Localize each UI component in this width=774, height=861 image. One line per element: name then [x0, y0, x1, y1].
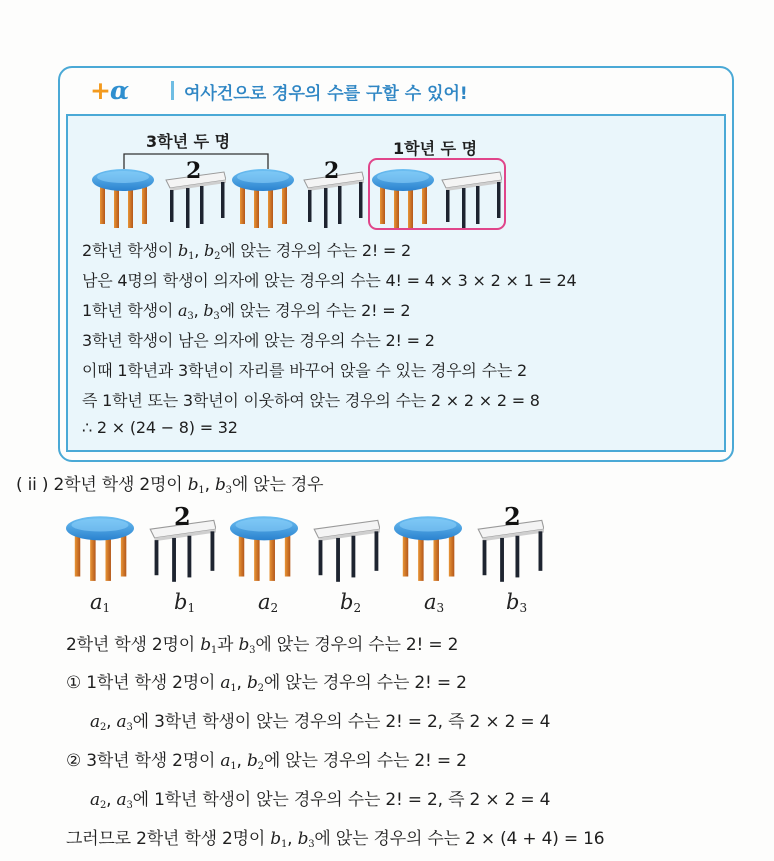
stool-2 [232, 168, 294, 228]
stool-a3 [394, 515, 462, 581]
tip-line-1: 2학년 학생이 $b_1$, $b_2$에 앉는 경우의 수는 2! = 2 [82, 241, 412, 262]
tip-line-7: ∴ 2 × (24 − 8) = 32 [82, 418, 238, 437]
seat-label-b2: $b_2$ [340, 590, 362, 615]
chair-b2 [312, 518, 380, 582]
chair-number-1: 2 [186, 158, 202, 184]
chair-b1-number: 2 [174, 502, 191, 531]
seat-label-a2: $a_2$ [258, 590, 279, 615]
tip-title: 여사건으로 경우의 수를 구할 수 있어! [184, 84, 468, 104]
chair-number-2: 2 [324, 158, 340, 184]
case2-line-3: $a_2$, $a_3$에 3학년 학생이 앉는 경우의 수는 2! = 2, 즉 2 × 2 = 4 [90, 712, 551, 733]
case2-line-6: 그러므로 2학년 학생 2명이 $b_1$, $b_3$에 앉는 경우의 수는 2 × (4 + 4) = 16 [66, 829, 605, 850]
plus-sign: + [90, 76, 110, 105]
tip-line-2: 남은 4명의 학생이 의자에 앉는 경우의 수는 4! = 4 × 3 × 2 × 1 = 24 [82, 271, 577, 290]
tip-box [58, 66, 734, 462]
plus-alpha-badge [90, 76, 128, 105]
case2-heading: ( ii ) 2학년 학생 2명이 $b_1$, $b_3$에 앉는 경우 [16, 475, 324, 496]
case2-line-4: ② 3학년 학생 2명이 $a_1$, $b_2$에 앉는 경우의 수는 2! = 2 [66, 751, 467, 772]
tip-line-6: 즉 1학년 또는 3학년이 이웃하여 앉는 경우의 수는 2 × 2 × 2 = 8 [82, 391, 540, 410]
seat-label-a3: $a_3$ [424, 590, 445, 615]
tip-content [66, 114, 726, 452]
stool-a1 [66, 515, 134, 581]
header-divider [171, 81, 174, 100]
chair-3 [440, 170, 502, 228]
seat-label-b1: $b_1$ [174, 590, 196, 615]
tip-line-4: 3학년 학생이 남은 의자에 앉는 경우의 수는 2! = 2 [82, 331, 435, 350]
tip-line-3: 1학년 학생이 $a_3$, $b_3$에 앉는 경우의 수는 2! = 2 [82, 301, 411, 322]
tip-line-5: 이때 1학년과 3학년이 자리를 바꾸어 앉을 수 있는 경우의 수는 2 [82, 361, 527, 380]
alpha-sign: α [109, 76, 129, 105]
case2-line-1: 2학년 학생 2명이 $b_1$과 $b_3$에 앉는 경우의 수는 2! = 2 [66, 635, 459, 656]
case2-line-5: $a_2$, $a_3$에 1학년 학생이 앉는 경우의 수는 2! = 2, 즉 2 × 2 = 4 [90, 790, 551, 811]
stool-a2 [230, 515, 298, 581]
chair-b3-number: 2 [504, 502, 521, 531]
seat-label-b3: $b_3$ [506, 590, 528, 615]
tip-header [60, 68, 732, 112]
stool-1 [92, 168, 154, 228]
grade1-bracket-label: 1학년 두 명 [393, 139, 478, 158]
case2-line-2: ① 1학년 학생 2명이 $a_1$, $b_2$에 앉는 경우의 수는 2! = 2 [66, 673, 467, 694]
grade3-bracket-label: 3학년 두 명 [146, 132, 231, 151]
seat-label-a1: $a_1$ [90, 590, 111, 615]
stool-3 [372, 168, 434, 228]
